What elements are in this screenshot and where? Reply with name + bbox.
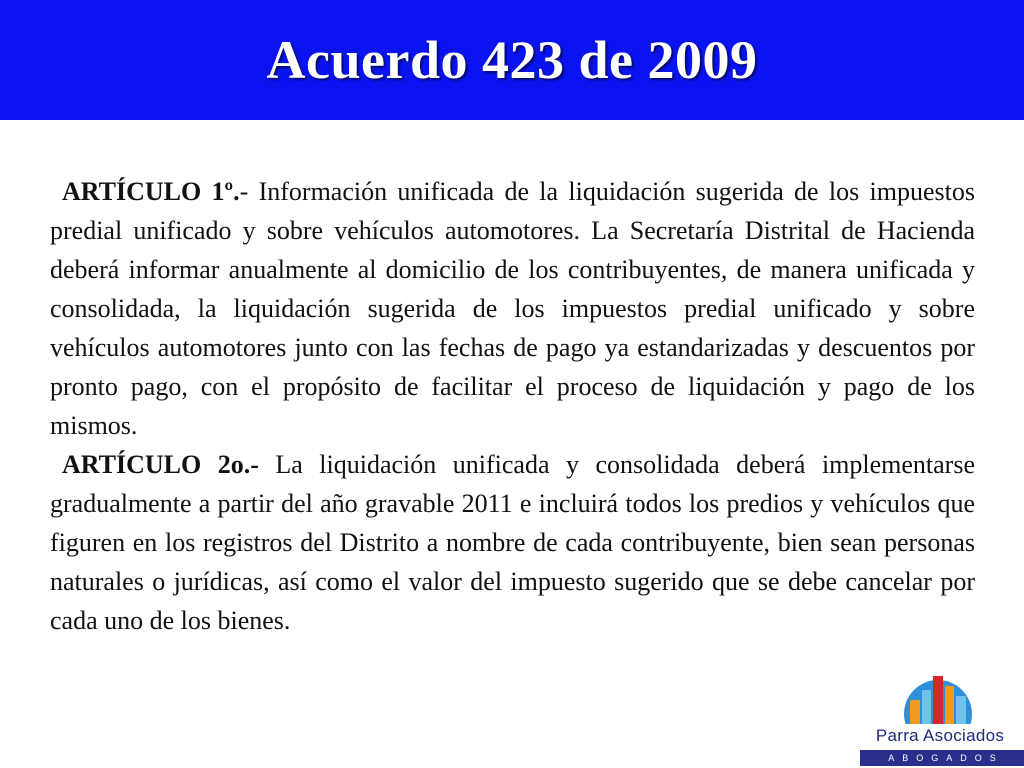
logo-brand-name: Parra Asociados (875, 726, 1005, 745)
logo-tagline: ABOGADOS (888, 753, 1004, 763)
article-1 (50, 172, 975, 445)
article-2-heading: ARTÍCULO 2o.- (62, 450, 259, 479)
article-1-text: - Información unificada de la liquidación sugerida de los impuestos predial unificado y sobre vehículos automotores. La Secretaría Distrital de Hacienda deberá informar anualmente al domicilio de los contribuyentes, de manera unificada y consolidada, la liquidación sugerida de los impuestos predial unificado y sobre vehículos automotores junto con las fechas de pago ya estandarizadas y descuentos por pronto pago, con el propósito de facilitar el proceso de liquidación y pago de los mismos. (50, 177, 975, 440)
title-bar (0, 0, 1024, 120)
logo-tagline-band (860, 750, 1024, 766)
logo-emblem-icon (852, 670, 1024, 730)
article-1-heading: ARTÍCULO 1º. (62, 177, 240, 206)
document-body (50, 172, 975, 640)
article-2-text: La liquidación unificada y consolidada deberá implementarse gradualmente a partir del año gravable 2011 e incluirá todos los predios y vehículos que figuren en los registros del Distrito a nombre de cada contribuyente, bien sean personas naturales o jurídicas, así como el valor del impuesto sugerido que se debe cancelar por cada uno de los bienes. (50, 450, 976, 635)
page-title: Acuerdo 423 de 2009 (266, 30, 758, 90)
article-2 (50, 445, 975, 640)
company-logo (852, 670, 1024, 768)
